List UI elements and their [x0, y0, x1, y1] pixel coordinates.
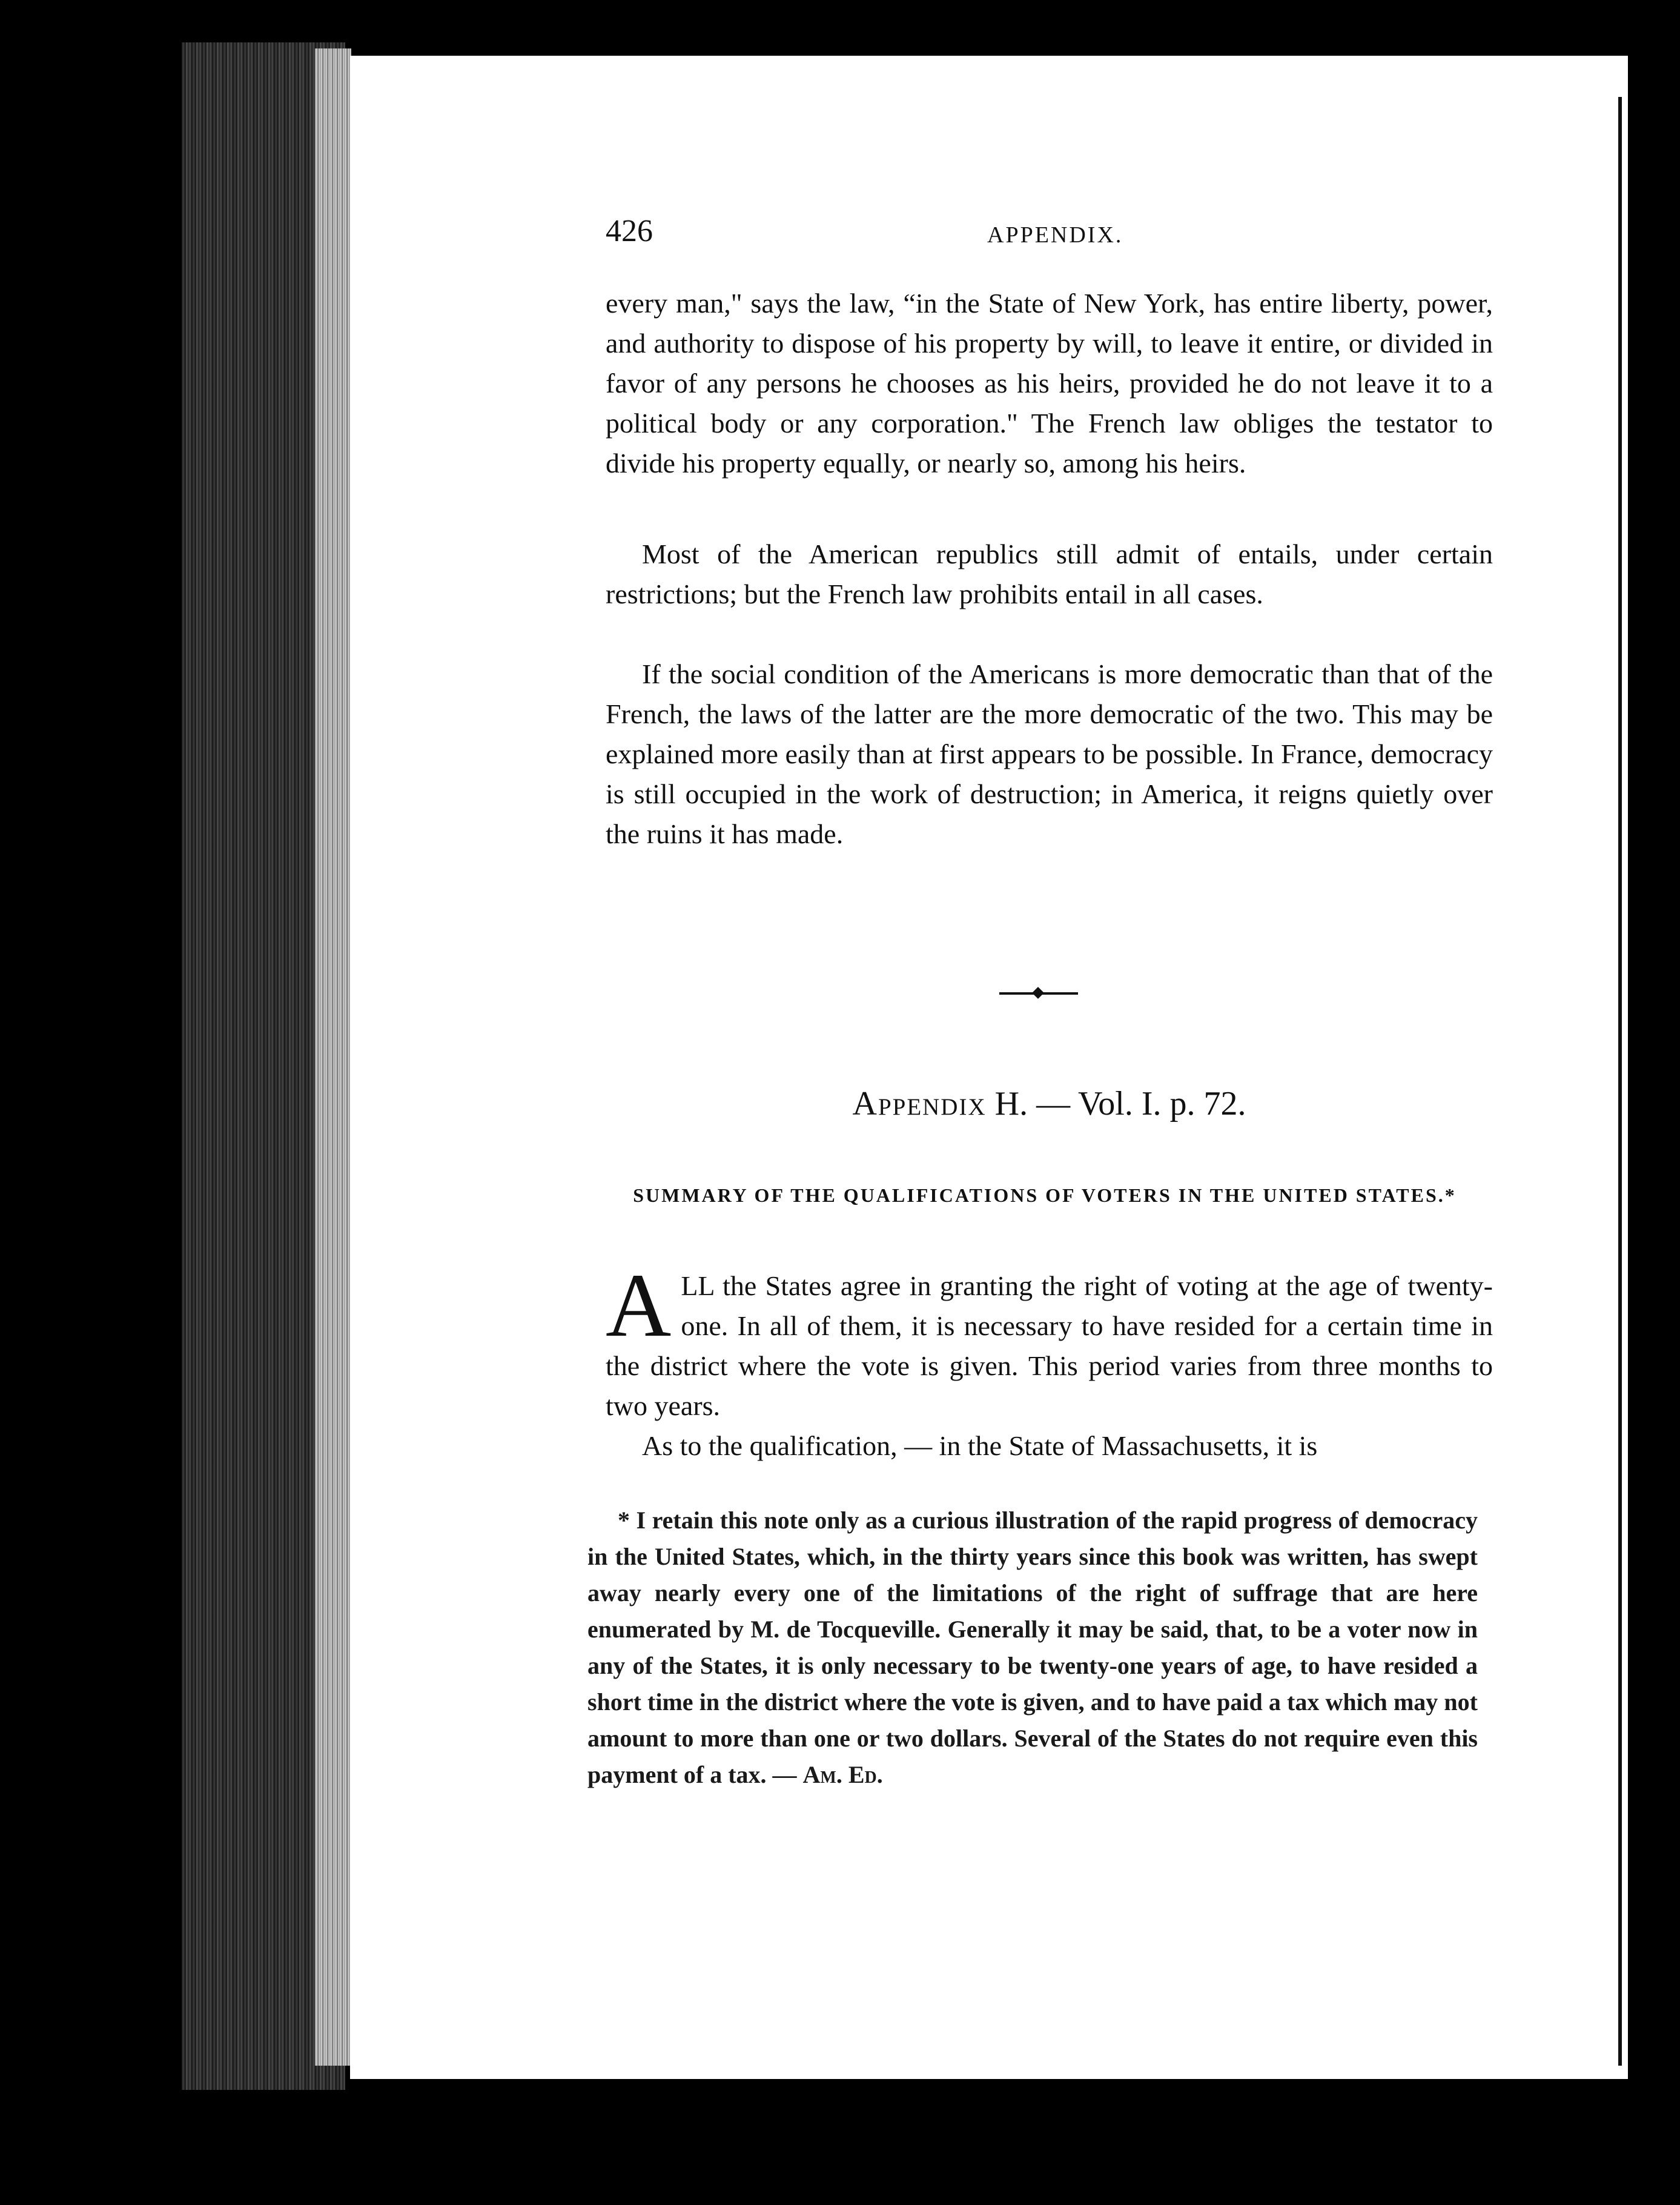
paragraph-inheritance-law [606, 284, 1493, 483]
footnote-signature: Am. Ed. [802, 1761, 883, 1788]
paragraph-text: If the social condition of the Americans is more democratic than that of the French, the laws of the latter are the more democratic of the two. This may be explained more easily than at first appears to be possible. In France, democracy is still occupied in the work of destruction; in America, it reigns quietly over the ruins it has made. [606, 658, 1493, 849]
facing-page-shadow [1628, 97, 1680, 2072]
page-number: 426 [606, 214, 653, 248]
paragraph-text: every man," says the law, “in the State of New York, has entire liberty, power, and authority to dispose of his property by will, to leave it entire, or divided in favor of any persons he chooses as his heirs, provided he do not leave it to a political body or any corporation." The French law obliges the testator to divide his property equally, or nearly so, among his heirs. [606, 288, 1493, 479]
appendix-heading-reference: H. — Vol. I. p. 72. [994, 1085, 1246, 1122]
section-title: SUMMARY OF THE QUALIFICATIONS OF VOTERS IN THE UNITED STATES.* [633, 1184, 1457, 1206]
book-page-edges-light [315, 48, 351, 2066]
gutter-line [1618, 97, 1622, 2066]
drop-cap: A [606, 1255, 672, 1356]
divider-diamond [1032, 987, 1044, 999]
section-body [606, 1255, 1493, 1466]
footnote [587, 1502, 1478, 1793]
footnote-text: * I retain this note only as a curious illustration of the rapid progress of democracy in the United States, which, in the thirty years since this book was written, has swept away nearly every one of the limitations of the right of suffrage that are here enumerated by M. de Tocqueville. Generally it may be said, that, to be a voter now in any of the States, it is only necessary to be twenty-one years of age, to have resided a short time in the district where the vote is given, and to have paid a tax which may not amount to more than one or two dollars. Several of the States do not require even this payment of a tax. — [587, 1507, 1478, 1788]
first-paragraph-text: LL the States agree in granting the right of voting at the age of twenty-one. In all of them, it is necessary to have resided for a certain time in the district where the vote is given. This period varies from three months to two years. [606, 1270, 1493, 1421]
appendix-heading-label: Appendix [852, 1085, 987, 1122]
first-paragraph [606, 1255, 1493, 1426]
section-divider-ornament [999, 989, 1078, 997]
running-title: APPENDIX. [987, 222, 1123, 248]
paragraph-text: Most of the American republics still admit of entails, under certain restrictions; but the French law prohibits entail in all cases. [606, 539, 1493, 609]
second-paragraph: As to the qualification, — in the State of Massachusetts, it is [642, 1430, 1318, 1461]
paragraph-entails [606, 534, 1493, 614]
appendix-heading [606, 1084, 1493, 1123]
paragraph-social-condition [606, 654, 1493, 854]
